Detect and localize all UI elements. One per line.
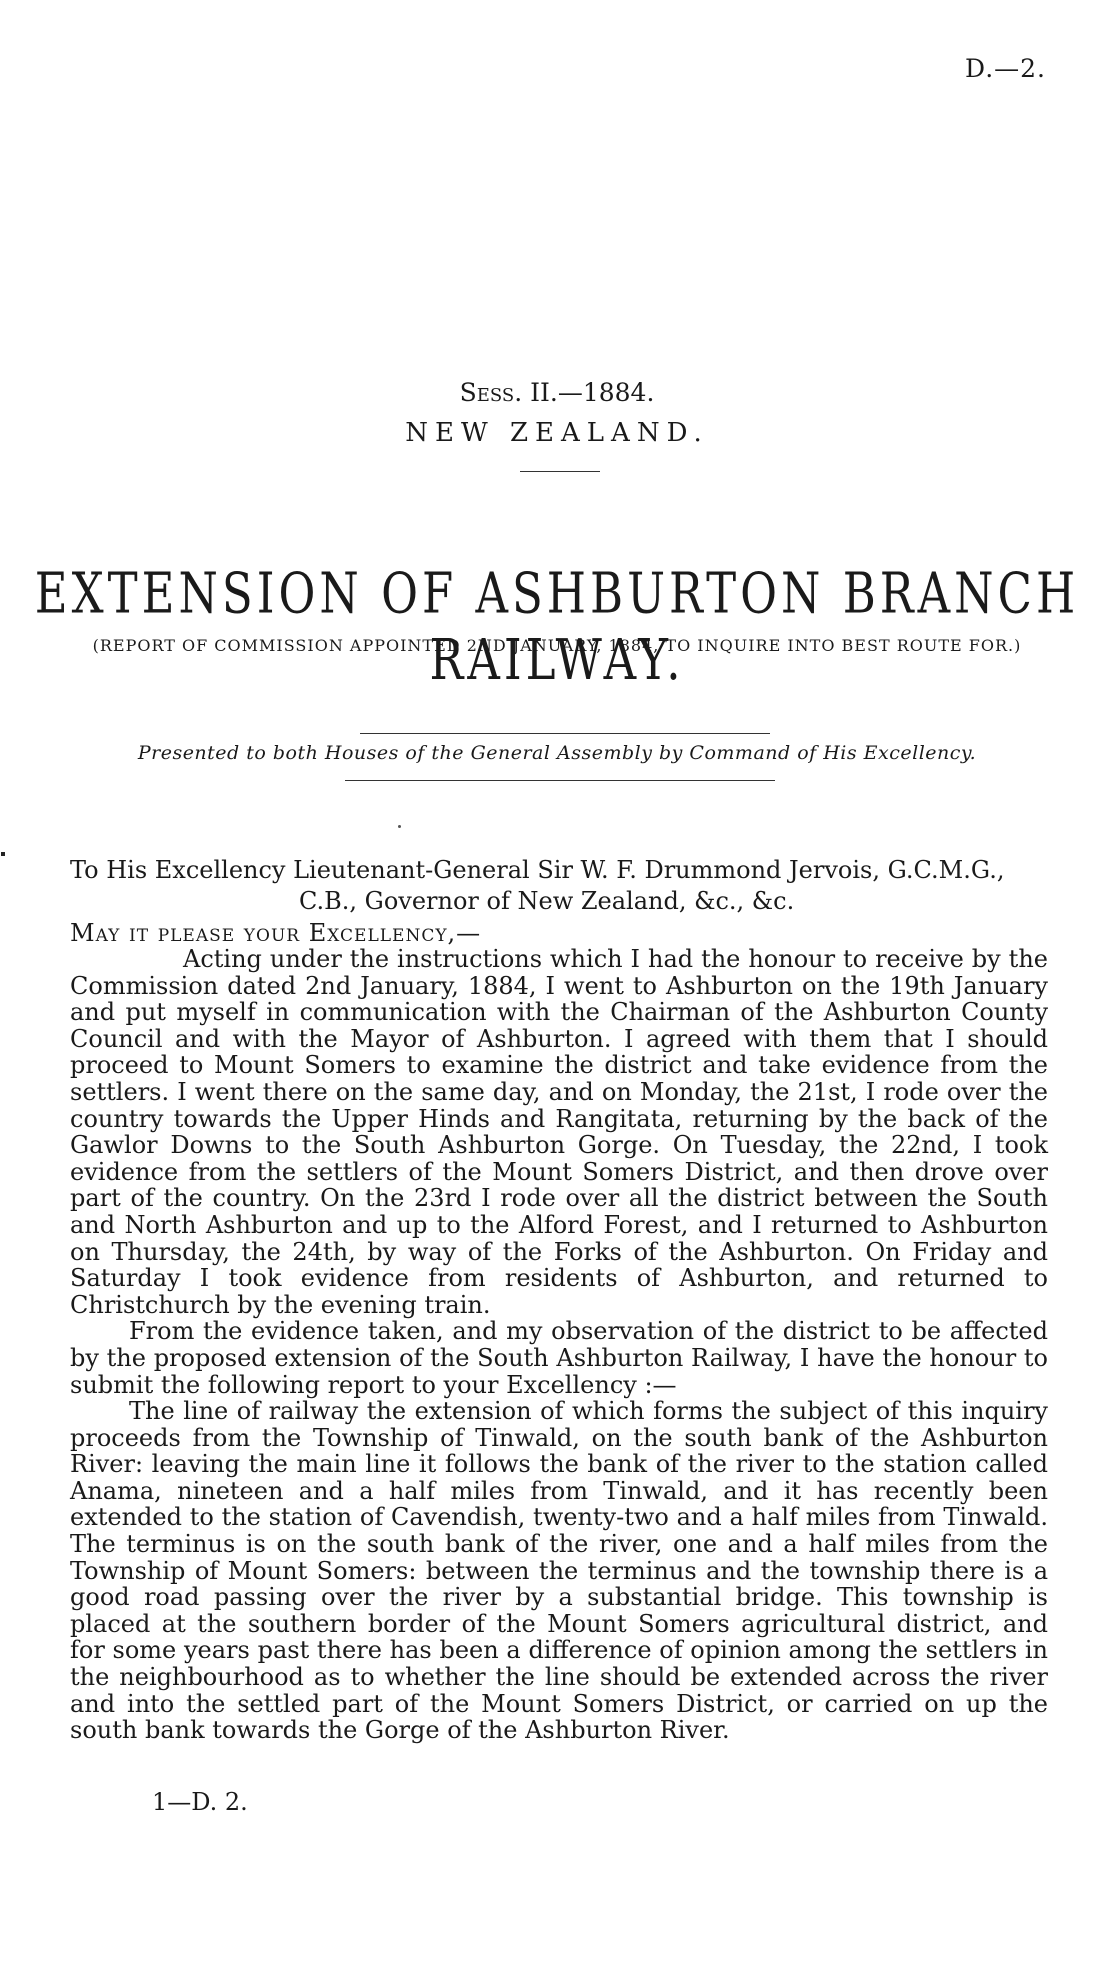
document-reference: D.—2. — [965, 54, 1046, 83]
short-divider — [520, 471, 600, 472]
session-value: II.—1884. — [522, 378, 655, 407]
session-line — [0, 378, 1114, 407]
presented-rule-bottom — [345, 780, 775, 781]
salutation-text: May it please your Excellency,— — [70, 919, 482, 947]
page-footer: 1—D. 2. — [152, 1788, 248, 1816]
address-line-1: To His Excellency Lieutenant-General Sir W. F. Drummond Jervois, G.C.M.G., — [70, 856, 1005, 884]
ink-speck — [398, 825, 401, 828]
country-heading: NEW ZEALAND. — [405, 418, 709, 448]
paragraph-1: Acting under the instructions which I had the honour to receive by the Commission dated 2nd January, 1884, I went to Ashburton on the 19th January and put myself in communication with the Chairman of the Ashburton County Council and with the Mayor of Ashburton. I agreed with them that I should proceed to Mount Somers to examine the district and take evidence from the settlers. I went there on the same day, and on Monday, the 21st, I rode over the country towards the Upper Hinds and Rangitata, returning by the back of the Gawlor Downs to the South Ashburton Gorge. On Tuesday, the 22nd, I took evidence from the settlers of the Mount Somers District, and then drove over part of the country. On the 23rd I rode over all the district between the South and North Ashburton and up to the Alford Forest, and I returned to Ashburton on Thursday, the 24th, by way of the Forks of the Ashburton. On Friday and Saturday I took evidence from residents of Ashburton, and returned to Christchurch by the evening train. — [70, 945, 1048, 1319]
session-label: Sess. — [459, 378, 523, 407]
margin-mark — [1, 852, 5, 856]
address-block — [70, 855, 1060, 917]
paragraph-3: The line of railway the extension of which forms the subject of this inquiry proceeds from the Township of Tinwald, on the south bank of the Ashburton River: leaving the main line it follows the bank of the river to the station called Anama, nineteen and a half miles from Tinwald, and it has recently been extended to the station of Cavendish, twenty-two and a half miles from Tinwald. The terminus is on the south bank of the river, one and a half miles from the Township of Mount Somers: between the terminus and the township there is a good road passing over the river by a substantial bridge. This township is placed at the southern border of the Mount Somers agricultural district, and for some years past there has been a difference of opinion among the settlers in the neighbourhood as to whether the line should be extended across the river and into the settled part of the Mount Somers District, or carried on up the south bank towards the Gorge of the Ashburton River. — [70, 1397, 1048, 1745]
presented-line: Presented to both Houses of the General Assembly by Command of His Excellency. — [137, 742, 977, 764]
address-line-2: C.B., Governor of New Zealand, &c., &c. — [299, 887, 795, 915]
subtitle: (REPORT OF COMMISSION APPOINTED 2ND JANUARY, 1884, TO INQUIRE INTO BEST ROUTE FOR.) — [92, 636, 1022, 655]
paragraph-2: From the evidence taken, and my observation of the district to be affected by the proposed extension of the South Ashburton Railway, I have the honour to submit the following report to your Excellency :— — [70, 1317, 1048, 1399]
report-body — [70, 946, 1048, 1744]
presented-rule-top — [360, 733, 770, 734]
page-title: EXTENSION OF ASHBURTON BRANCH RAILWAY. — [34, 560, 1080, 693]
